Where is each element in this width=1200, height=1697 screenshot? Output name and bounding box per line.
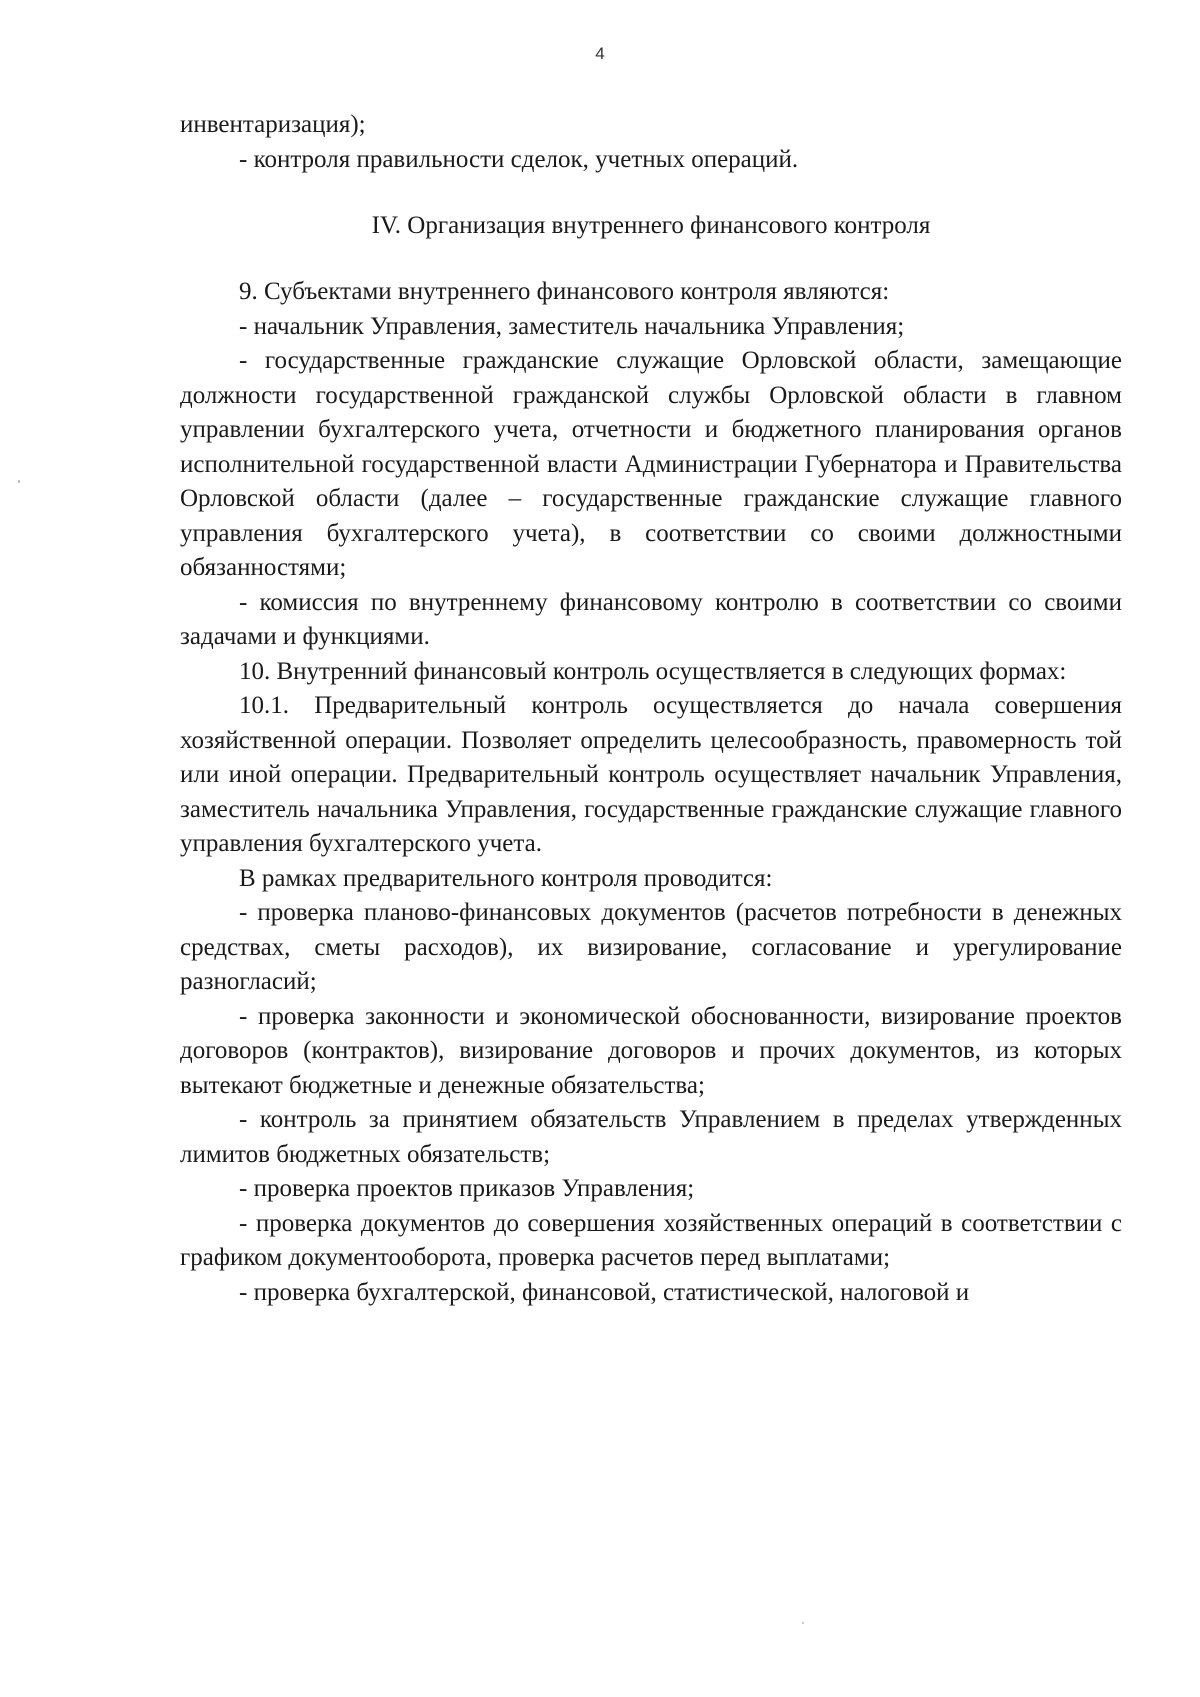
paragraph-clause-9: 9. Субъектами внутреннего финансового контроля являются: — [239, 278, 890, 305]
section-heading: IV. Организация внутреннего финансового контроля — [371, 212, 931, 239]
list-item: - проверка документов до совершения хозяйственных операций в соответствии с графиком документооборота, проверка расчетов перед выплатами; — [180, 1209, 1122, 1271]
list-item: - государственные гражданские служащие Орловской области, замещающие должности государственной гражданской службы Орловской области в главном управлении бухгалтерского учета, отчетности и бюджетного планирования органов исполнительной государственной власти Администрации Губернатора и Правительства Орловской области (далее – государственные гражданские служащие главного управления бухгалтерского учета), в соответствии со своими должностными обязанностями; — [180, 347, 1122, 581]
paragraph: В рамках предварительного контроля проводится: — [239, 864, 773, 892]
spacer — [180, 177, 1122, 209]
list-item: - проверка бухгалтерской, финансовой, статистической, налоговой и — [239, 1278, 970, 1306]
scan-speck — [802, 1622, 804, 1624]
page-number: 4 — [595, 44, 605, 63]
paragraph-clause-10: 10. Внутренний финансовый контроль осуществляется в следующих формах: — [239, 657, 1067, 685]
document-body — [180, 108, 1122, 1310]
paragraph-clause-10-1: 10.1. Предварительный контроль осуществляется до начала совершения хозяйственной операции. Позволяет определить целесообразность, правомерность той или иной операции. Предварительный контроль осуществляет начальник Управления, заместитель начальника Управления, государственные гражданские служащие главного управления бухгалтерского учета. — [180, 692, 1122, 857]
paragraph-continuation: инвентаризация); — [180, 111, 366, 138]
list-item: - контроля правильности сделок, учетных операций. — [239, 145, 799, 173]
list-item: - проверка законности и экономической обоснованности, визирование проектов договоров (контрактов), визирование договоров и прочих документов, из которых вытекают бюджетные и денежные обязательства; — [180, 1002, 1122, 1099]
list-item: - начальник Управления, заместитель начальника Управления; — [239, 312, 905, 340]
spacer — [180, 243, 1122, 275]
list-item: - контроль за принятием обязательств Управлением в пределах утвержденных лимитов бюджетных обязательств; — [180, 1106, 1122, 1168]
list-item: - комиссия по внутреннему финансовому контролю в соответствии со своими задачами и функциями. — [180, 588, 1122, 650]
list-item: - проверка проектов приказов Управления; — [239, 1175, 695, 1202]
list-item: - проверка планово-финансовых документов (расчетов потребности в денежных средствах, сметы расходов), их визирование, согласование и урегулирование разногласий; — [180, 899, 1122, 995]
scan-speck — [18, 480, 20, 483]
